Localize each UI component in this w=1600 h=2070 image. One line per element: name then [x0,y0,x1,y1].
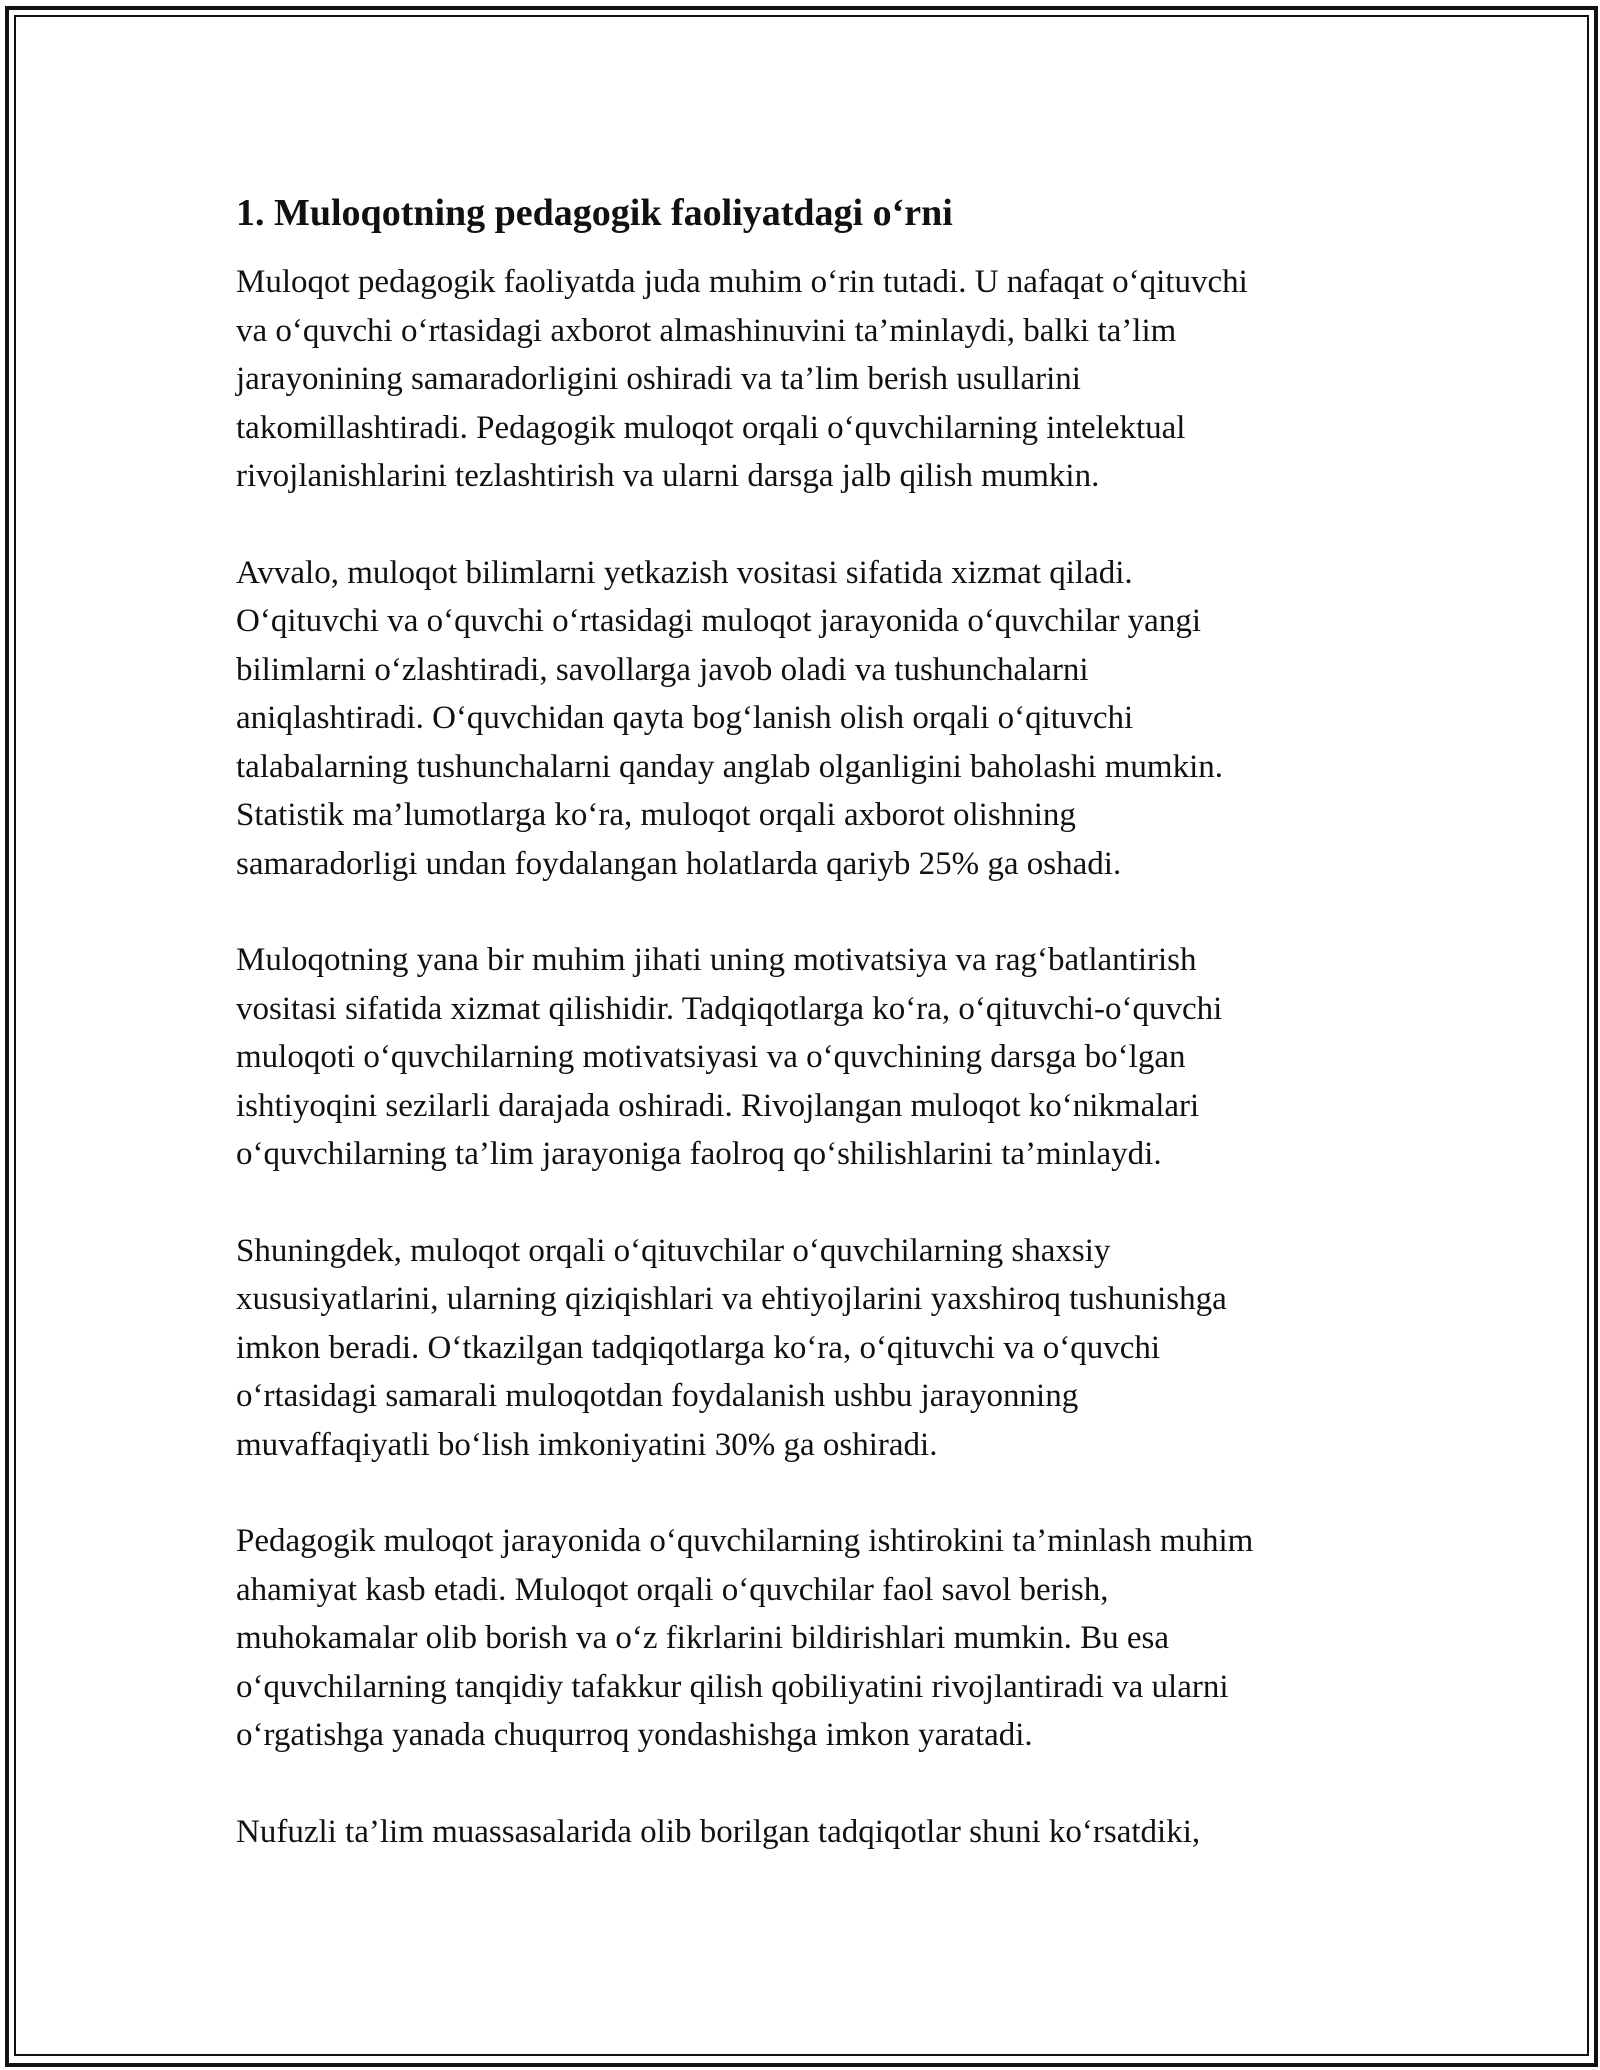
paragraph-5: Pedagogik muloqot jarayonida o‘quvchilarning ishtirokini ta’minlash muhim ahamiyat kasb etadi. Muloqot orqali o‘quvchilar faol savol berish, muhokamalar olib borish va o‘z fikrlarini bildirishlari mumkin. Bu esa o‘quvchilarning tanqidiy tafakkur qilish qobiliyatini rivojlantiradi va ularni o‘rgatishga yanada chuqurroq yondashishga imkon yaratadi. [236,1523,1254,1753]
paragraph-3: Muloqotning yana bir muhim jihati uning motivatsiya va rag‘batlantirish vositasi sifatida xizmat qilishidir. Tadqiqotlarga ko‘ra, o‘qituvchi-o‘quvchi muloqoti o‘quvchilarning motivatsiyasi va o‘quvchining darsga bo‘lgan ishtiyoqini sezilarli darajada oshiradi. Rivojlangan muloqot ko‘nikmalari o‘quvchilarning ta’lim jarayoniga faolroq qo‘shilishlarini ta’minlaydi. [236,942,1223,1172]
section-heading: 1. Muloqotning pedagogik faoliyatdagi o‘rni [236,192,953,234]
paragraph-2: Avvalo, muloqot bilimlarni yetkazish vositasi sifatida xizmat qiladi. O‘qituvchi va o‘quvchi o‘rtasidagi muloqot jarayonida o‘quvchilar yangi bilimlarni o‘zlashtiradi, savollarga javob oladi va tushunchalarni aniqlashtiradi. O‘quvchidan qayta bog‘lanish olish orqali o‘qituvchi talabalarning tushunchalarni qanday anglab olganligini baholashi mumkin. Statistik ma’lumotlarga ko‘ra, muloqot orqali axborot olishning samaradorligi undan foydalangan holatlarda qariyb 25% ga oshadi. [236,554,1224,882]
paragraph-4: Shuningdek, muloqot orqali o‘qituvchilar o‘quvchilarning shaxsiy xususiyatlarini, ularning qiziqishlari va ehtiyojlarini yaxshiroq tushunishga imkon beradi. O‘tkazilgan tadqiqotlarga ko‘ra, o‘qituvchi va o‘quvchi o‘rtasidagi samarali muloqotdan foydalanish ushbu jarayonning muvaffaqiyatli bo‘lish imkoniyatini 30% ga oshiradi. [236,1232,1227,1463]
paragraph-6: Nufuzli ta’lim muassasalarida olib borilgan tadqiqotlar shuni ko‘rsatdiki, [236,1813,1201,1850]
paragraph-1: Muloqot pedagogik faoliyatda juda muhim o‘rin tutadi. U nafaqat o‘qituvchi va o‘quvchi o‘rtasidagi axborot almashinuvini ta’minlaydi, balki ta’lim jarayonining samaradorligini oshiradi va ta’lim berish usullarini takomillashtiradi. Pedagogik muloqot orqali o‘quvchilarning intelektual rivojlanishlarini tezlashtirish va ularni darsga jalb qilish mumkin. [236,264,1248,494]
document-body [236,188,1406,1856]
